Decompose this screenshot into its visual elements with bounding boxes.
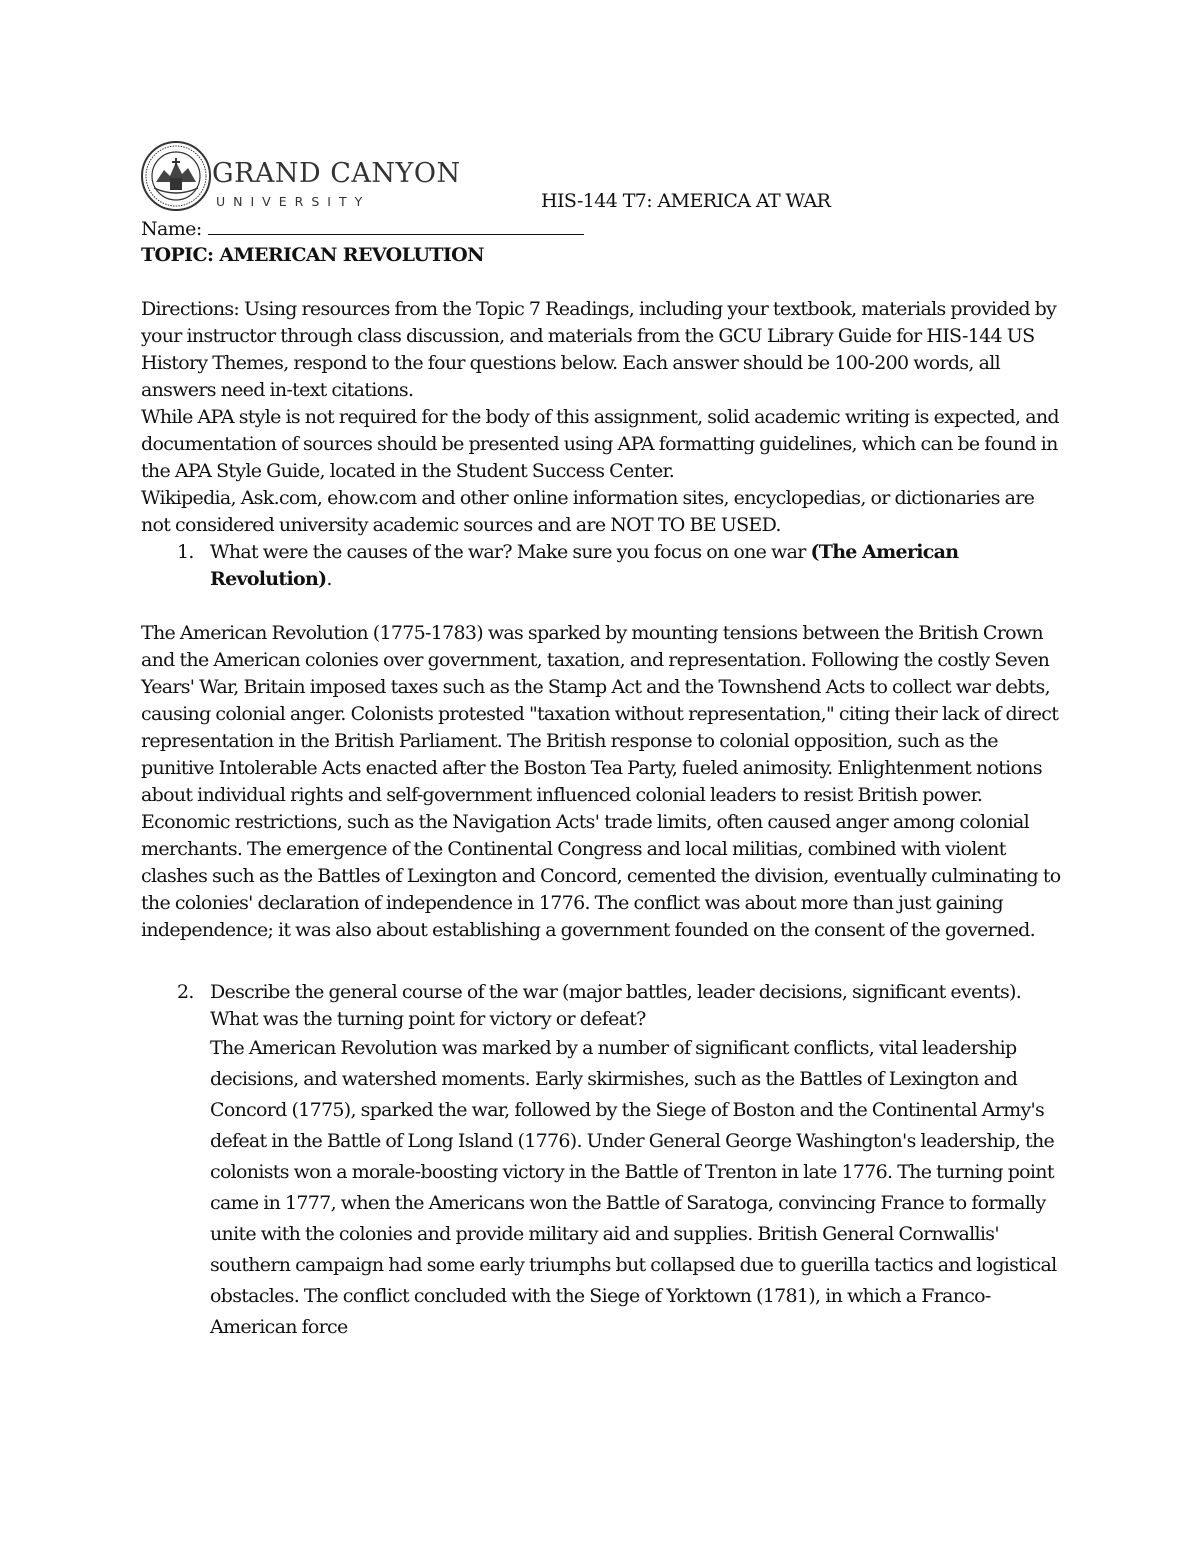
question-number: 2. (177, 981, 194, 1003)
question-emphasis: (The American Revolution) (210, 541, 959, 590)
name-field (141, 218, 584, 240)
name-blank-line (208, 234, 584, 235)
sources-paragraph: Wikipedia, Ask.com, ehow.com and other online information sites, encyclopedias, or dictionaries are not considered university academic sources and are NOT TO BE USED. (141, 487, 1035, 536)
document-body (141, 296, 1061, 1343)
answer-2: The American Revolution was marked by a number of significant conflicts, vital leadership decisions, and watershed moments. Early skirmishes, such as the Battles of Lexington and Concord (1775), sparked the war, followed by the Siege of Boston and the Continental Army's defeat in the Battle of Long Island (1776). Under General George Washington's leadership, the colonists won a morale-boosting victory in the Battle of Trenton in late 1776. The turning point came in 1777, when the Americans won the Battle of Saratoga, convincing France to formally unite with the colonies and provide military aid and supplies. British General Cornwallis' southern campaign had some early triumphs but collapsed due to guerilla tactics and logistical obstacles. The conflict concluded with the Siege of Yorktown (1781), in which a Franco-American force (210, 1037, 1057, 1338)
question-number: 1. (177, 541, 194, 563)
topic-heading: TOPIC: AMERICAN REVOLUTION (141, 244, 484, 266)
directions-paragraph: Directions: Using resources from the Topic 7 Readings, including your textbook, materials provided by your instructor through class discussion, and materials from the GCU Library Guide for HIS-144 US History Themes, respond to the four questions below. Each answer should be 100-200 words, all answers need in-text citations. (141, 298, 1057, 401)
question-text: What were the causes of the war? Make sure you focus on one war (210, 541, 811, 563)
answer-1: The American Revolution (1775-1783) was sparked by mounting tensions between the British Crown and the American colonies over government, taxation, and representation. Following the costly Seven Years' War, Britain imposed taxes such as the Stamp Act and the Townshend Acts to collect war debts, causing colonial anger. Colonists protested "taxation without representation," citing their lack of direct representation in the British Parliament. The British response to colonial opposition, such as the punitive Intolerable Acts enacted after the Boston Tea Party, fueled animosity. Enlightenment notions about individual rights and self-government influenced colonial leaders to resist British power. Economic restrictions, such as the Navigation Acts' trade limits, often caused anger among colonial merchants. The emergence of the Continental Congress and local militias, combined with violent clashes such as the Battles of Lexington and Concord, cemented the division, eventually culminating to the colonies' declaration of independence in 1776. The conflict was about more than just gaining independence; it was also about establishing a government founded on the consent of the governed. (141, 622, 1061, 941)
logo-title: GRAND CANYON (212, 158, 461, 189)
apa-paragraph: While APA style is not required for the body of this assignment, solid academic writing is expected, and documentation of sources should be presented using APA formatting guidelines, which can be found in the APA Style Guide, located in the Student Success Center. (141, 406, 1059, 482)
question-2 (141, 979, 1061, 1343)
question-punctuation: . (326, 568, 332, 590)
logo-subtitle: UNIVERSITY (216, 194, 371, 209)
university-seal-icon (140, 140, 212, 212)
course-title: HIS-144 T7: AMERICA AT WAR (541, 190, 831, 212)
question-text: Describe the general course of the war (major battles, leader decisions, significant events). What was the turning point for victory or defeat? (210, 981, 1022, 1030)
question-1 (141, 539, 1061, 593)
name-label: Name: (141, 218, 202, 240)
university-logo (140, 140, 461, 218)
